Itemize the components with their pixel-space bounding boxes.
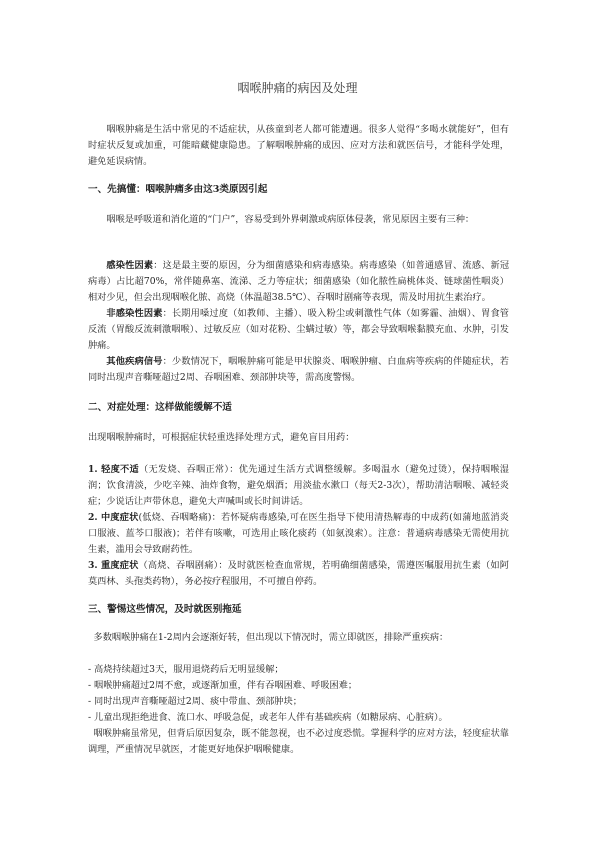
cause-infection-term: 感染性因素 xyxy=(106,260,154,271)
cause-non-infection xyxy=(88,306,509,354)
treatment-severe-term: 3. 重度症状 xyxy=(88,560,139,571)
section-3 xyxy=(88,602,509,618)
warning-item: - 儿童出现拒绝进食、流口水、呼吸急促，或老年人伴有基础疾病（如糖尿病、心脏病）。 xyxy=(88,712,448,723)
section-1 xyxy=(88,182,509,198)
cause-infection xyxy=(88,258,509,306)
warning-item: - 同时出现声音嘶哑超过2周、痰中带血、颈部肿块； xyxy=(88,696,302,707)
treatment-moderate-term: 2. 中度症状 xyxy=(88,512,139,523)
document-title: 咽喉肿痛的病因及处理 xyxy=(237,81,358,95)
warning-item: - 高烧持续超过3天，服用退烧药后无明显缓解； xyxy=(88,664,284,675)
section-2-lead-text: 出现咽喉肿痛时，可根据症状轻重选择处理方式，避免盲目用药： xyxy=(88,432,355,443)
intro-text: 咽喉肿痛是生活中常见的不适症状，从孩童到老人都可能遭遇。很多人觉得“多喝水就能好”，但有时症状反复或加重，可能暗藏健康隐患。了解咽喉肿痛的成因、应对方法和就医信号，才能科学处理，避免延误病情。 xyxy=(88,124,509,167)
warning-list xyxy=(88,662,509,758)
section-1-lead-text: 咽喉是呼吸道和消化道的“门户”，容易受到外界刺激或病原体侵袭，常见原因主要有三种： xyxy=(106,214,475,225)
cause-other-disease xyxy=(88,354,509,386)
section-1-items xyxy=(88,258,509,386)
section-2-heading: 二、对症处理：这样做能缓解不适 xyxy=(88,402,232,413)
section-1-heading: 一、先搞懂：咽喉肿痛多由这3类原因引起 xyxy=(88,184,268,195)
treatment-severe xyxy=(88,558,509,590)
section-3-lead xyxy=(88,630,509,646)
cause-non-infection-text: ：长期用嗓过度（如教师、主播）、吸入粉尘或刺激性气体（如雾霾、油烟）、胃食管反流（胃酸反流刺激咽喉）、过敏反应（如对花粉、尘螨过敏）等，都会导致咽喉黏膜充血、水肿，引发肿痛。 xyxy=(88,308,509,351)
treatment-moderate xyxy=(88,510,509,558)
cause-other-disease-text: ：少数情况下，咽喉肿痛可能是甲状腺炎、咽喉肿瘤、白血病等疾病的伴随症状，若同时出现声音嘶哑超过2周、吞咽困难、颈部肿块等，需高度警惕。 xyxy=(88,356,509,383)
treatment-mild-text: （无发烧、吞咽正常）：优先通过生活方式调整缓解。多喝温水（避免过烫），保持咽喉湿润；饮食清淡，少吃辛辣、油炸食物，避免烟酒；用淡盐水漱口（每天2-3次），帮助清洁咽喉、减轻炎症；少说话让声带休息，避免大声喊叫或长时间讲话。 xyxy=(88,464,509,507)
section-1-lead xyxy=(88,212,509,228)
section-2-items xyxy=(88,462,509,590)
section-3-lead-text: 多数咽喉肿痛在1-2周内会逐渐好转，但出现以下情况时，需立即就医，排除严重疾病： xyxy=(93,632,449,643)
section-2-lead xyxy=(88,430,509,446)
section-3-heading: 三、警惕这些情况，及时就医别拖延 xyxy=(88,604,242,615)
warning-item: - 咽喉肿痛超过2周不愈，或逐渐加重，伴有吞咽困难、呼吸困难； xyxy=(88,680,358,691)
treatment-mild-term: 1. 轻度不适 xyxy=(88,464,140,475)
cause-other-disease-term: 其他疾病信号 xyxy=(106,356,163,367)
cause-infection-text: ：这是最主要的原因，分为细菌感染和病毒感染。病毒感染（如普通感冒、流感、新冠病毒）占比超70%，常伴随鼻塞、流涕、乏力等症状；细菌感染（如化脓性扁桃体炎、链球菌性咽炎）相对少见，但会出现咽喉化脓、高烧（体温超38.5℃）、吞咽时剧痛等表现，需及时用抗生素治疗。 xyxy=(88,260,510,303)
intro-paragraph xyxy=(88,122,509,170)
cause-non-infection-term: 非感染性因素 xyxy=(106,308,163,319)
closing-text: 咽喉肿痛虽常见，但背后原因复杂，既不能忽视，也不必过度恐慌。掌握科学的应对方法，轻度症状靠调理，严重情况早就医，才能更好地保护咽喉健康。 xyxy=(88,728,509,755)
treatment-severe-text: （高烧、吞咽剧痛）：及时就医检查血常规，若明确细菌感染，需遵医嘱服用抗生素（如阿莫西林、头孢类药物），务必按疗程服用，不可擅自停药。 xyxy=(88,560,509,587)
treatment-mild xyxy=(88,462,509,510)
section-2 xyxy=(88,400,509,416)
treatment-moderate-text: (低烧、吞咽略痛)：若怀疑病毒感染,可在医生指导下使用清热解毒的中成药(如蒲地蓝消炎口服液、蓝芩口服液)；若伴有咳嗽，可选用止咳化痰药（如氨溴索）。注意：普通病毒感染无需使用抗生素，滥用会导致耐药性。 xyxy=(88,512,509,555)
